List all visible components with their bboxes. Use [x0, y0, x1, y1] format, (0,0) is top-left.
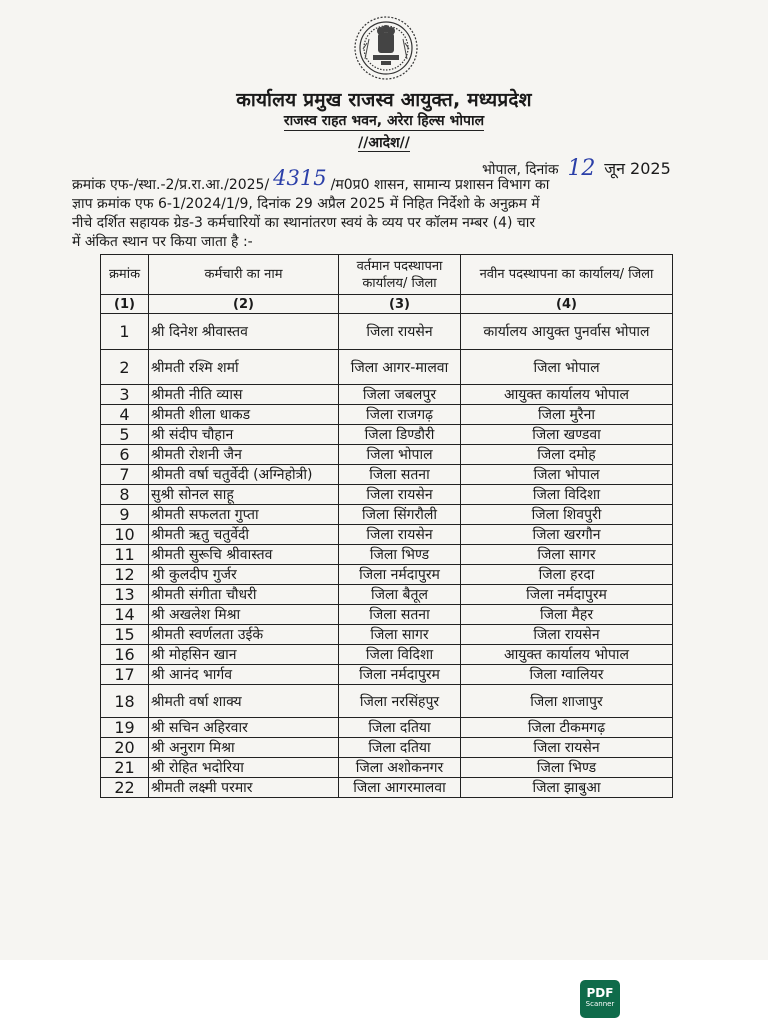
- current-posting-cell: जिला नरसिंहपुर: [339, 685, 461, 718]
- employee-name-cell: श्री आनंद भार्गव: [149, 665, 339, 685]
- new-posting-cell: जिला भिण्ड: [461, 758, 673, 778]
- serial-cell: 22: [101, 778, 149, 798]
- employee-name-cell: श्रीमती संगीता चौधरी: [149, 585, 339, 605]
- order-line-3: नीचे दर्शित सहायक ग्रेड-3 कर्मचारियों का स्थानांतरण स्वयं के व्यय पर कॉलम नम्बर (4) चार: [72, 215, 536, 231]
- serial-cell: 1: [101, 314, 149, 350]
- header-new-posting: नवीन पदस्थापना का कार्यालय/ जिला: [461, 255, 673, 295]
- serial-cell: 14: [101, 605, 149, 625]
- dateline-month-year: जून 2025: [604, 159, 671, 178]
- table-row: [101, 505, 673, 525]
- employee-name-cell: श्री रोहित भदोरिया: [149, 758, 339, 778]
- table-row: [101, 445, 673, 465]
- column-number: (4): [461, 295, 673, 314]
- serial-cell: 9: [101, 505, 149, 525]
- current-posting-cell: जिला भिण्ड: [339, 545, 461, 565]
- office-address: राजस्व राहत भवन, अरेरा हिल्स भोपाल: [283, 113, 485, 129]
- order-heading: //आदेश//: [358, 135, 410, 151]
- new-posting-cell: जिला टीकमगढ़: [461, 718, 673, 738]
- table-row: [101, 314, 673, 350]
- serial-cell: 6: [101, 445, 149, 465]
- pdf-scanner-badge: PDF Scanner: [580, 980, 620, 1018]
- serial-cell: 8: [101, 485, 149, 505]
- new-posting-cell: आयुक्त कार्यालय भोपाल: [461, 645, 673, 665]
- employee-name-cell: श्री संदीप चौहान: [149, 425, 339, 445]
- current-posting-cell: जिला अशोकनगर: [339, 758, 461, 778]
- current-posting-cell: जिला आगर-मालवा: [339, 350, 461, 385]
- current-posting-cell: जिला रायसेन: [339, 485, 461, 505]
- serial-cell: 18: [101, 685, 149, 718]
- employee-name-cell: श्रीमती वर्षा शाक्य: [149, 685, 339, 718]
- current-posting-cell: जिला आगरमालवा: [339, 778, 461, 798]
- current-posting-cell: जिला दतिया: [339, 738, 461, 758]
- current-posting-cell: जिला सिंगरौली: [339, 505, 461, 525]
- new-posting-cell: जिला खरगौन: [461, 525, 673, 545]
- table-row: [101, 718, 673, 738]
- column-number-row: [101, 295, 673, 314]
- table-row: [101, 485, 673, 505]
- order-line-2: ज्ञाप क्रमांक एफ 6-1/2024/1/9, दिनांक 29 अप्रैल 2025 में निहित निर्देशो के अनुक्रम में: [72, 196, 540, 212]
- new-posting-cell: जिला शिवपुरी: [461, 505, 673, 525]
- current-posting-cell: जिला रायसेन: [339, 525, 461, 545]
- employee-name-cell: श्रीमती वर्षा चतुर्वेदी (अग्निहोत्री): [149, 465, 339, 485]
- employee-name-cell: श्रीमती सुरूचि श्रीवास्तव: [149, 545, 339, 565]
- employee-name-cell: श्री अखलेश मिश्रा: [149, 605, 339, 625]
- header-serial: क्रमांक: [101, 255, 149, 295]
- order-line-1: क्रमांक एफ-/स्था.-2/प्र.रा.आ./2025/ 4315 /म0प्र0 शासन, सामान्य प्रशासन विभाग का: [72, 166, 550, 193]
- table-row: [101, 778, 673, 798]
- current-posting-cell: जिला विदिशा: [339, 645, 461, 665]
- handwritten-day: 12: [567, 156, 596, 181]
- serial-cell: 21: [101, 758, 149, 778]
- employee-name-cell: श्रीमती लक्ष्मी परमार: [149, 778, 339, 798]
- column-number: (3): [339, 295, 461, 314]
- new-posting-cell: जिला सागर: [461, 545, 673, 565]
- current-posting-cell: जिला सतना: [339, 605, 461, 625]
- table-row: [101, 465, 673, 485]
- table-row: [101, 545, 673, 565]
- employee-name-cell: श्री कुलदीप गुर्जर: [149, 565, 339, 585]
- table-row: [101, 605, 673, 625]
- current-posting-cell: जिला बैतूल: [339, 585, 461, 605]
- employee-name-cell: श्रीमती नीति व्यास: [149, 385, 339, 405]
- serial-cell: 19: [101, 718, 149, 738]
- table-row: [101, 350, 673, 385]
- column-number: (1): [101, 295, 149, 314]
- serial-cell: 7: [101, 465, 149, 485]
- table-row: [101, 385, 673, 405]
- new-posting-cell: जिला खण्डवा: [461, 425, 673, 445]
- transfer-table: [100, 254, 673, 798]
- new-posting-cell: जिला नर्मदापुरम: [461, 585, 673, 605]
- serial-cell: 2: [101, 350, 149, 385]
- table-row: [101, 625, 673, 645]
- employee-name-cell: श्री सचिन अहिरवार: [149, 718, 339, 738]
- serial-cell: 17: [101, 665, 149, 685]
- serial-cell: 16: [101, 645, 149, 665]
- handwritten-order-number: 4315: [273, 166, 327, 190]
- new-posting-cell: जिला दमोह: [461, 445, 673, 465]
- current-posting-cell: जिला डिण्डौरी: [339, 425, 461, 445]
- header-current-posting: वर्तमान पदस्थापना कार्यालय/ जिला: [339, 255, 461, 295]
- employee-name-cell: श्रीमती स्वर्णलता उईके: [149, 625, 339, 645]
- current-posting-cell: जिला नर्मदापुरम: [339, 565, 461, 585]
- table-row: [101, 758, 673, 778]
- serial-cell: 5: [101, 425, 149, 445]
- new-posting-cell: जिला विदिशा: [461, 485, 673, 505]
- new-posting-cell: जिला हरदा: [461, 565, 673, 585]
- table-row: [101, 685, 673, 718]
- serial-cell: 20: [101, 738, 149, 758]
- table-row: [101, 425, 673, 445]
- header-employee-name: कर्मचारी का नाम: [149, 255, 339, 295]
- current-posting-cell: जिला रायसेन: [339, 314, 461, 350]
- current-posting-cell: जिला नर्मदापुरम: [339, 665, 461, 685]
- employee-name-cell: श्रीमती रोशनी जैन: [149, 445, 339, 465]
- dateline-prefix: भोपाल, दिनांक: [482, 162, 559, 178]
- serial-cell: 15: [101, 625, 149, 645]
- new-posting-cell: जिला रायसेन: [461, 738, 673, 758]
- table-row: [101, 565, 673, 585]
- new-posting-cell: जिला मैहर: [461, 605, 673, 625]
- order-line-4: में अंकित स्थान पर किया जाता है :-: [72, 234, 253, 250]
- table-row: [101, 525, 673, 545]
- table-row: [101, 665, 673, 685]
- employee-name-cell: सुश्री सोनल साहू: [149, 485, 339, 505]
- employee-name-cell: श्रीमती शीला धाकड: [149, 405, 339, 425]
- new-posting-cell: जिला भोपाल: [461, 465, 673, 485]
- new-posting-cell: आयुक्त कार्यालय भोपाल: [461, 385, 673, 405]
- serial-cell: 3: [101, 385, 149, 405]
- employee-name-cell: श्रीमती रश्मि शर्मा: [149, 350, 339, 385]
- state-emblem-icon: [345, 15, 427, 81]
- table-row: [101, 738, 673, 758]
- table-row: [101, 405, 673, 425]
- column-number: (2): [149, 295, 339, 314]
- employee-name-cell: श्रीमती सफलता गुप्ता: [149, 505, 339, 525]
- employee-name-cell: श्री मोहसिन खान: [149, 645, 339, 665]
- serial-cell: 11: [101, 545, 149, 565]
- new-posting-cell: जिला झाबुआ: [461, 778, 673, 798]
- office-title: कार्यालय प्रमुख राजस्व आयुक्त, मध्यप्रदेश: [236, 89, 532, 111]
- table-body: [101, 314, 673, 798]
- new-posting-cell: जिला मुरैना: [461, 405, 673, 425]
- table-row: [101, 585, 673, 605]
- employee-name-cell: श्री अनुराग मिश्रा: [149, 738, 339, 758]
- current-posting-cell: जिला जबलपुर: [339, 385, 461, 405]
- table-row: [101, 645, 673, 665]
- serial-cell: 10: [101, 525, 149, 545]
- new-posting-cell: जिला ग्वालियर: [461, 665, 673, 685]
- current-posting-cell: जिला दतिया: [339, 718, 461, 738]
- new-posting-cell: कार्यालय आयुक्त पुनर्वास भोपाल: [461, 314, 673, 350]
- serial-cell: 4: [101, 405, 149, 425]
- current-posting-cell: जिला राजगढ़: [339, 405, 461, 425]
- employee-name-cell: श्री दिनेश श्रीवास्तव: [149, 314, 339, 350]
- employee-name-cell: श्रीमती ऋतु चतुर्वेदी: [149, 525, 339, 545]
- serial-cell: 12: [101, 565, 149, 585]
- new-posting-cell: जिला रायसेन: [461, 625, 673, 645]
- current-posting-cell: जिला सागर: [339, 625, 461, 645]
- new-posting-cell: जिला भोपाल: [461, 350, 673, 385]
- new-posting-cell: जिला शाजापुर: [461, 685, 673, 718]
- current-posting-cell: जिला भोपाल: [339, 445, 461, 465]
- table-header-row: [101, 255, 673, 295]
- current-posting-cell: जिला सतना: [339, 465, 461, 485]
- serial-cell: 13: [101, 585, 149, 605]
